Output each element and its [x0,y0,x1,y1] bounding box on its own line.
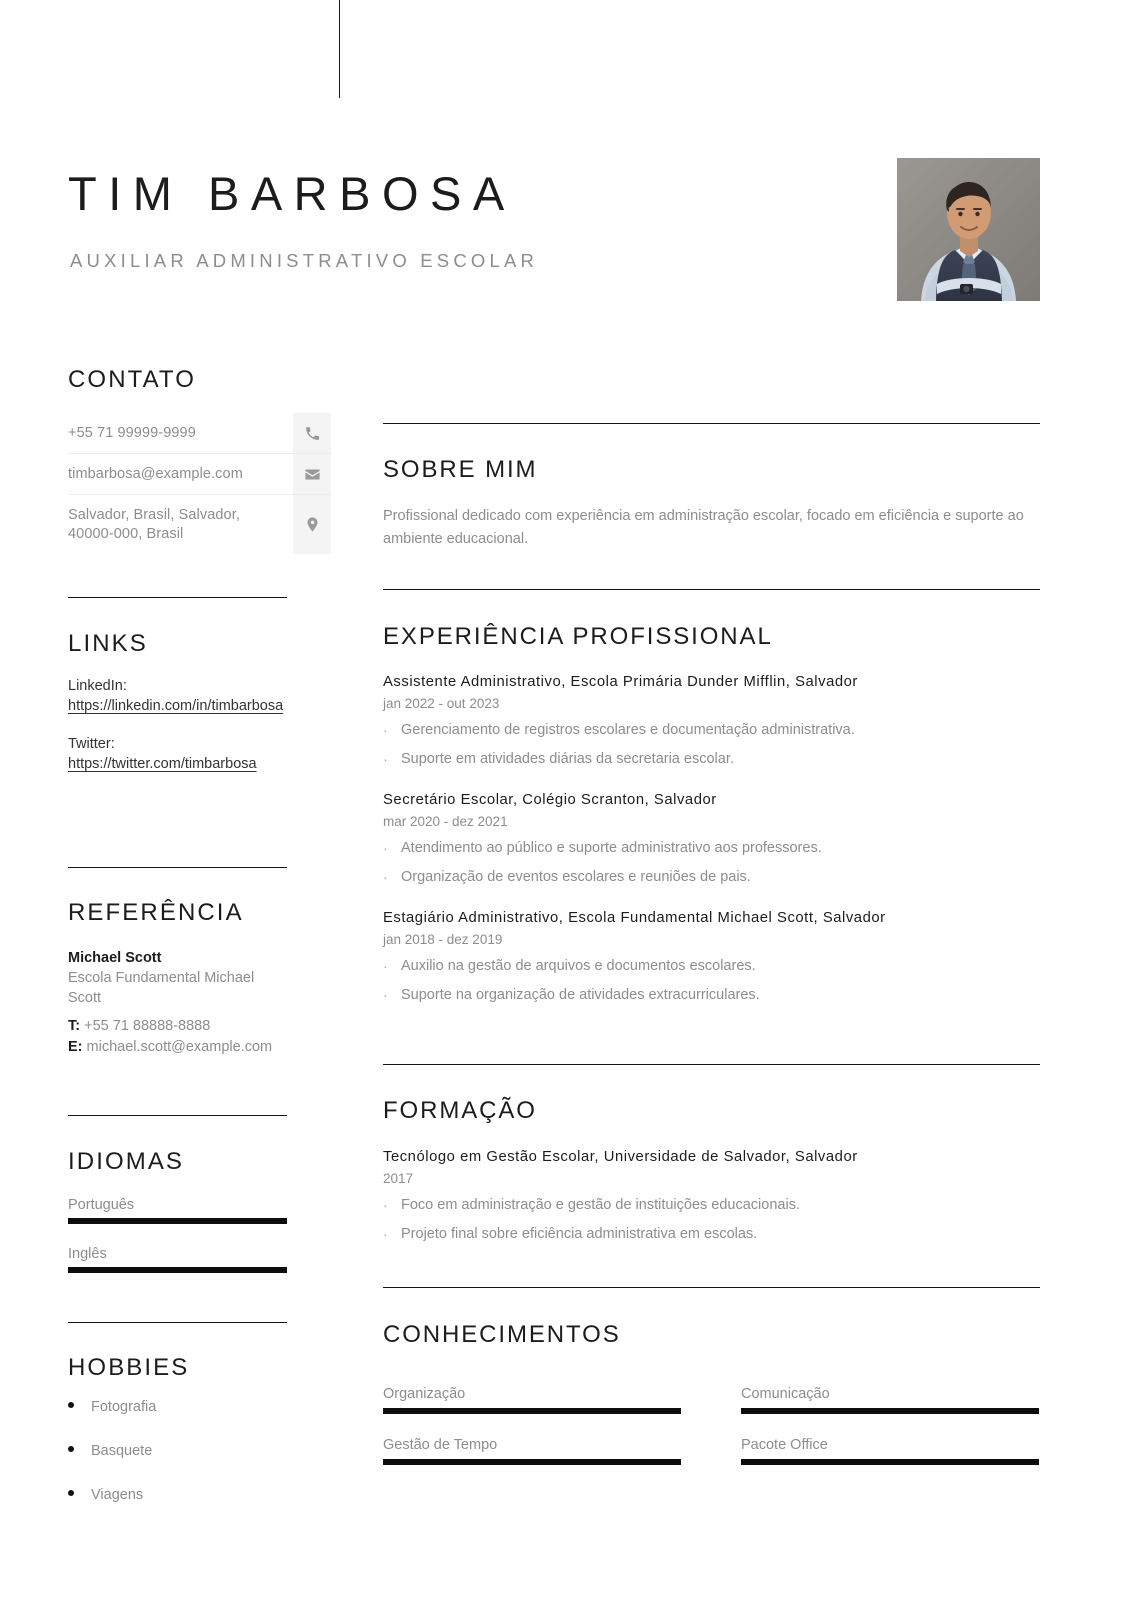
bullet-item [383,868,1040,887]
language-name: Inglês [68,1246,107,1262]
skill-name: Pacote Office [741,1437,828,1453]
contact-email-value: timbarbosa@example.com [68,466,243,482]
skill-name: Comunicação [741,1386,830,1402]
experience-date: jan 2018 - dez 2019 [383,932,503,947]
language-level-bar [68,1267,287,1273]
links-list [68,676,287,792]
reference-email-value: michael.scott@example.com [86,1039,273,1055]
contact-row-phone[interactable] [68,413,331,454]
skill-item [383,1385,681,1414]
list-item [68,1442,287,1460]
bullet-text: Auxilio na gestão de arquivos e documentos escolares. [401,958,756,974]
hobbies-list [68,1398,287,1530]
language-item [68,1196,287,1224]
experience-entry [383,790,1040,887]
bullet-dot-icon [68,1490,74,1496]
bullet-marker-icon: · [383,722,388,738]
contact-phone-value: +55 71 99999-9999 [68,425,196,441]
experience-list [383,672,1040,1015]
list-item [68,1398,287,1416]
envelope-icon [293,454,331,494]
bullet-marker-icon: · [383,958,388,974]
links-heading: LINKS [68,630,148,657]
link-label-linkedin: LinkedIn: [68,678,127,694]
experience-title: Assistente Administrativo, Escola Primária Dunder Mifflin, Salvador [383,674,858,690]
bullet-item [383,1196,1040,1215]
profile-photo-image [897,158,1040,301]
candidate-name: TIM BARBOSA [68,167,516,220]
reference-phone-value: +55 71 88888-8888 [84,1018,211,1034]
sidebar-divider-links [68,597,287,598]
reference-phone-label: T: [68,1018,81,1034]
contact-row-email[interactable] [68,454,331,495]
bullet-dot-icon [68,1402,74,1408]
phone-icon [293,413,331,453]
hobby-label: Fotografia [91,1399,157,1415]
hobby-label: Basquete [91,1443,153,1459]
candidate-job-title: AUXILIAR ADMINISTRATIVO ESCOLAR [70,250,539,271]
education-entry [383,1147,1040,1244]
language-item [68,1245,287,1273]
experience-bullets [383,721,1040,769]
link-label-twitter: Twitter: [68,736,115,752]
profile-photo [897,158,1040,301]
reference-name: Michael Scott [68,950,162,966]
bullet-marker-icon: · [383,840,388,856]
link-item[interactable] [68,676,287,716]
map-pin-icon [293,495,331,554]
skill-level-bar [741,1459,1039,1465]
education-list [383,1147,1040,1254]
bullet-item [383,721,1040,740]
sidebar [0,0,340,1600]
skills-grid [383,1385,1040,1487]
experience-bullets [383,957,1040,1005]
language-name: Português [68,1197,135,1213]
experience-date: mar 2020 - dez 2021 [383,814,508,829]
bullet-text: Gerenciamento de registros escolares e documentação administrativa. [401,722,855,738]
bullet-item [383,1225,1040,1244]
education-title: Tecnólogo em Gestão Escolar, Universidade de Salvador, Salvador [383,1149,858,1165]
experience-bullets [383,839,1040,887]
main-divider-experience [383,589,1040,590]
list-item [68,1486,287,1504]
link-url-linkedin[interactable]: https://linkedin.com/in/timbarbosa [68,698,284,714]
main-divider-education [383,1064,1040,1065]
language-level-bar [68,1218,287,1224]
sidebar-divider-reference [68,867,287,868]
reference-organization: Escola Fundamental Michael Scott [68,970,255,1006]
reference-phone-row [68,1016,287,1037]
bullet-text: Atendimento ao público e suporte administrativo aos professores. [401,840,822,856]
bullet-text: Suporte em atividades diárias da secretaria escolar. [401,751,734,767]
experience-date: jan 2022 - out 2023 [383,696,500,711]
reference-email-row [68,1037,287,1058]
bullet-marker-icon: · [383,1197,388,1213]
bullet-text: Suporte na organização de atividades extracurriculares. [401,987,760,1003]
skill-item [741,1385,1039,1414]
skill-level-bar [383,1408,681,1414]
hobbies-heading: HOBBIES [68,1354,190,1381]
skill-item [741,1436,1039,1465]
reference-heading: REFERÊNCIA [68,899,244,926]
experience-title: Secretário Escolar, Colégio Scranton, Salvador [383,792,717,808]
bullet-dot-icon [68,1446,74,1452]
experience-entry [383,908,1040,1005]
skill-level-bar [383,1459,681,1465]
main-divider-about [383,423,1040,424]
education-heading: FORMAÇÃO [383,1097,537,1124]
about-heading: SOBRE MIM [383,456,538,483]
main-divider-skills [383,1287,1040,1288]
languages-list [68,1196,287,1294]
contact-row-address[interactable] [68,495,331,554]
sidebar-divider-languages [68,1115,287,1116]
link-item[interactable] [68,734,287,774]
languages-heading: IDIOMAS [68,1148,185,1175]
education-bullets [383,1196,1040,1244]
bullet-marker-icon: · [383,1226,388,1242]
bullet-marker-icon: · [383,987,388,1003]
about-text: Profissional dedicado com experiência em administração escolar, focado em eficiência e suporte ao ambiente educacional. [383,508,1024,547]
skill-item [383,1436,681,1465]
contact-heading: CONTATO [68,366,197,393]
sidebar-divider-hobbies [68,1322,287,1323]
contact-address-value: Salvador, Brasil, Salvador, 40000-000, Brasil [68,507,240,542]
skills-heading: CONHECIMENTOS [383,1321,621,1348]
skill-name: Gestão de Tempo [383,1437,498,1453]
link-url-twitter[interactable]: https://twitter.com/timbarbosa [68,756,257,772]
bullet-marker-icon: · [383,869,388,885]
contact-list [68,413,331,554]
education-date: 2017 [383,1171,414,1186]
bullet-item [383,986,1040,1005]
experience-entry [383,672,1040,769]
experience-title: Estagiário Administrativo, Escola Fundamental Michael Scott, Salvador [383,910,886,926]
bullet-marker-icon: · [383,751,388,767]
bullet-item [383,750,1040,769]
skill-level-bar [741,1408,1039,1414]
bullet-text: Projeto final sobre eficiência administrativa em escolas. [401,1226,758,1242]
experience-heading: EXPERIÊNCIA PROFISSIONAL [383,623,773,650]
bullet-item [383,957,1040,976]
reference-card [68,948,287,1058]
hobby-label: Viagens [91,1487,144,1503]
bullet-text: Organização de eventos escolares e reuniões de pais. [401,869,751,885]
bullet-text: Foco em administração e gestão de instituições educacionais. [401,1197,800,1213]
reference-email-label: E: [68,1039,83,1055]
skill-name: Organização [383,1386,466,1402]
bullet-item [383,839,1040,858]
